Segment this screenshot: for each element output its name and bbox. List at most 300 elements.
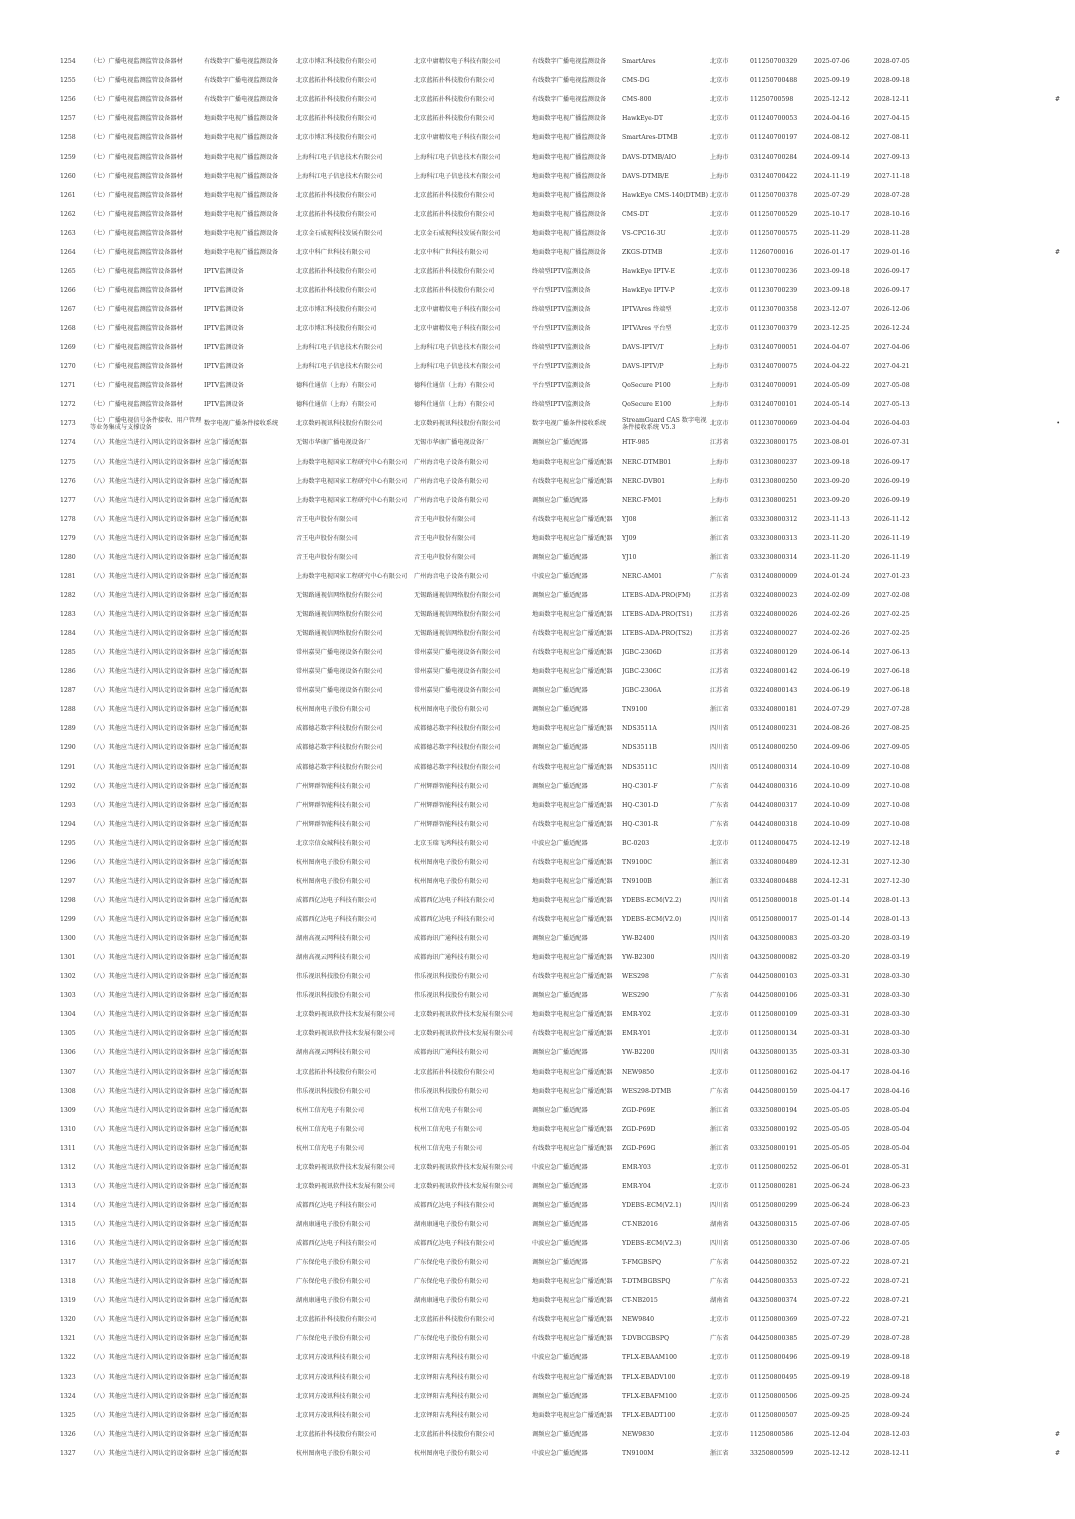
table-row bbox=[58, 949, 1064, 968]
product-type-cell: 调频应急广播适配器 bbox=[532, 1430, 588, 1438]
product-type-cell: 地面数字电视应急广播适配器 bbox=[532, 877, 613, 885]
applicant-cell: 北京蓝拓扑科技股份有限公司 bbox=[296, 115, 377, 123]
category-cell: （八）其他应当进行入网认定的设备器材 bbox=[90, 992, 202, 1000]
category-cell: （七）广播电视监测监管设备器材 bbox=[90, 229, 183, 237]
product-type-cell: 地面数字电视应急广播适配器 bbox=[532, 534, 613, 542]
product-type-cell: 地面数字电视应急广播适配器 bbox=[532, 1125, 613, 1133]
table-row bbox=[58, 1197, 1064, 1216]
expiry-date-cell: 2027-06-18 bbox=[874, 687, 910, 695]
category-cell: （七）广播电视监测监管设备器材 bbox=[90, 134, 183, 142]
applicant-cell: 成都德芯数字科技股份有限公司 bbox=[296, 763, 383, 771]
manufacturer-cell: 北京铎阳吉兆科技有限公司 bbox=[414, 1392, 489, 1400]
product-type-cell: 地面数字电视广播监测设备 bbox=[532, 134, 607, 142]
product-name-cell: 应急广播适配器 bbox=[204, 611, 248, 619]
region-cell: 北京市 bbox=[710, 839, 729, 847]
note-cell bbox=[974, 1178, 1064, 1197]
applicant-cell: 伟乐视讯科技股份有限公司 bbox=[296, 1087, 371, 1095]
model-cell: EMR-Y03 bbox=[622, 1163, 651, 1171]
note-cell bbox=[974, 129, 1064, 148]
category-cell: （八）其他应当进行入网认定的设备器材 bbox=[90, 515, 202, 523]
issue-date-cell: 2024-01-24 bbox=[814, 572, 850, 580]
category-cell: （八）其他应当进行入网认定的设备器材 bbox=[90, 1068, 202, 1076]
expiry-date-cell: 2026-09-19 bbox=[874, 496, 910, 504]
row-number: 1271 bbox=[60, 382, 76, 390]
issue-date-cell: 2025-07-22 bbox=[814, 1297, 850, 1305]
table-row bbox=[58, 1311, 1064, 1330]
product-name-cell: 应急广播适配器 bbox=[204, 1373, 248, 1381]
region-cell: 北京市 bbox=[710, 1011, 729, 1019]
product-name-cell: 应急广播适配器 bbox=[204, 1240, 248, 1248]
manufacturer-cell: 杭州图南电子股份有限公司 bbox=[414, 706, 489, 714]
region-cell: 江苏省 bbox=[710, 611, 729, 619]
table-row bbox=[58, 511, 1064, 530]
note-cell bbox=[974, 1025, 1064, 1044]
certificate-number-cell: 011250800495 bbox=[750, 1373, 798, 1381]
product-type-cell: 终端型IPTV监测设备 bbox=[532, 267, 591, 275]
certificate-number-cell: 011250800496 bbox=[750, 1354, 798, 1362]
issue-date-cell: 2025-05-05 bbox=[814, 1144, 850, 1152]
model-cell: IPTVAres 终端型 bbox=[622, 306, 672, 314]
table-row bbox=[58, 1445, 1064, 1464]
product-name-cell: IPTV监测设备 bbox=[204, 363, 244, 371]
table-row bbox=[58, 1140, 1064, 1159]
applicant-cell: 音王电声股份有限公司 bbox=[296, 553, 358, 561]
certificate-number-cell: 011240800475 bbox=[750, 839, 798, 847]
category-cell: （八）其他应当进行入网认定的设备器材 bbox=[90, 591, 202, 599]
certificate-number-cell: 011230700236 bbox=[750, 267, 798, 275]
model-cell: NERC-AM01 bbox=[622, 572, 663, 580]
product-type-cell: 地面数字电视应急广播适配器 bbox=[532, 611, 613, 619]
certificate-number-cell: 11260700016 bbox=[750, 248, 794, 256]
category-cell: （八）其他应当进行入网认定的设备器材 bbox=[90, 973, 202, 981]
category-cell: （七）广播电视监测监管设备器材 bbox=[90, 77, 183, 85]
product-name-cell: 应急广播适配器 bbox=[204, 458, 248, 466]
product-name-cell: 应急广播适配器 bbox=[204, 1201, 248, 1209]
category-cell: （八）其他应当进行入网认定的设备器材 bbox=[90, 916, 202, 924]
product-type-cell: 地面数字电视应急广播适配器 bbox=[532, 1011, 613, 1019]
product-name-cell: 应急广播适配器 bbox=[204, 439, 248, 447]
manufacturer-cell: 成都西亿达电子科技有限公司 bbox=[414, 1240, 495, 1248]
certificate-number-cell: 011250700529 bbox=[750, 210, 798, 218]
table-row bbox=[58, 625, 1064, 644]
manufacturer-cell: 成都德芯数字科技股份有限公司 bbox=[414, 744, 501, 752]
manufacturer-cell: 北京铎阳吉兆科技有限公司 bbox=[414, 1373, 489, 1381]
expiry-date-cell: 2028-09-18 bbox=[874, 1373, 910, 1381]
applicant-cell: 北京市博汇科技股份有限公司 bbox=[296, 306, 377, 314]
manufacturer-cell: 伟乐视讯科技股份有限公司 bbox=[414, 992, 489, 1000]
issue-date-cell: 2024-02-26 bbox=[814, 611, 850, 619]
note-cell bbox=[974, 1216, 1064, 1235]
category-cell: （八）其他应当进行入网认定的设备器材 bbox=[90, 1049, 202, 1057]
expiry-date-cell: 2026-09-17 bbox=[874, 286, 910, 294]
product-type-cell: 平台型IPTV监测设备 bbox=[532, 382, 591, 390]
model-cell: QoSecure E100 bbox=[622, 401, 672, 409]
region-cell: 广东省 bbox=[710, 820, 729, 828]
category-cell: （八）其他应当进行入网认定的设备器材 bbox=[90, 1335, 202, 1343]
model-cell: NERC-DVB01 bbox=[622, 477, 666, 485]
region-cell: 北京市 bbox=[710, 325, 729, 333]
applicant-cell: 无锡市华康广播电视设备厂 bbox=[296, 439, 371, 447]
model-cell: SmartAres-DTMB bbox=[622, 134, 678, 142]
region-cell: 上海市 bbox=[710, 363, 729, 371]
table-row bbox=[58, 968, 1064, 987]
certificate-number-cell: 011250800134 bbox=[750, 1030, 798, 1038]
expiry-date-cell: 2027-10-08 bbox=[874, 763, 910, 771]
product-name-cell: 应急广播适配器 bbox=[204, 496, 248, 504]
applicant-cell: 北京蓝拓扑科技股份有限公司 bbox=[296, 267, 377, 275]
certificate-number-cell: 031240700422 bbox=[750, 172, 798, 180]
product-name-cell: 地面数字电视广播监测设备 bbox=[204, 134, 279, 142]
row-number: 1320 bbox=[60, 1316, 76, 1324]
manufacturer-cell: 北京铎阳吉兆科技有限公司 bbox=[414, 1354, 489, 1362]
table-row bbox=[58, 1063, 1064, 1082]
issue-date-cell: 2024-07-29 bbox=[814, 706, 850, 714]
product-name-cell: 应急广播适配器 bbox=[204, 1449, 248, 1457]
row-number: 1321 bbox=[60, 1335, 76, 1343]
certificate-number-cell: 033250800192 bbox=[750, 1125, 798, 1133]
manufacturer-cell: 无锡路通视信网络股份有限公司 bbox=[414, 591, 501, 599]
expiry-date-cell: 2028-01-13 bbox=[874, 896, 910, 904]
model-cell: T-FMGBSPQ bbox=[622, 1259, 662, 1267]
table-row bbox=[58, 892, 1064, 911]
certificate-number-cell: 033230800313 bbox=[750, 534, 798, 542]
category-cell: （八）其他应当进行入网认定的设备器材 bbox=[90, 1411, 202, 1419]
model-cell: CMS-DT bbox=[622, 210, 649, 218]
issue-date-cell: 2023-12-25 bbox=[814, 325, 850, 333]
product-name-cell: IPTV监测设备 bbox=[204, 401, 244, 409]
region-cell: 四川省 bbox=[710, 744, 729, 752]
issue-date-cell: 2023-04-04 bbox=[814, 420, 850, 428]
region-cell: 广东省 bbox=[710, 1087, 729, 1095]
product-type-cell: 有线数字电视应急广播适配器 bbox=[532, 649, 613, 657]
issue-date-cell: 2024-08-26 bbox=[814, 725, 850, 733]
applicant-cell: 杭州图南电子股份有限公司 bbox=[296, 858, 371, 866]
certificate-number-cell: 011230700069 bbox=[750, 420, 798, 428]
region-cell: 浙江省 bbox=[710, 1144, 729, 1152]
manufacturer-cell: 成都海讯广通科技有限公司 bbox=[414, 954, 489, 962]
category-cell: （八）其他应当进行入网认定的设备器材 bbox=[90, 820, 202, 828]
model-cell: WES298 bbox=[622, 973, 649, 981]
applicant-cell: 广东保伦电子股份有限公司 bbox=[296, 1278, 371, 1286]
product-type-cell: 有线数字电视应急广播适配器 bbox=[532, 858, 613, 866]
certificate-number-cell: 011250700488 bbox=[750, 77, 798, 85]
manufacturer-cell: 上海科江电子信息技术有限公司 bbox=[414, 344, 501, 352]
note-cell bbox=[974, 1121, 1064, 1140]
region-cell: 江苏省 bbox=[710, 630, 729, 638]
issue-date-cell: 2025-11-29 bbox=[814, 229, 850, 237]
expiry-date-cell: 2028-07-21 bbox=[874, 1316, 910, 1324]
manufacturer-cell: 北京数码视讯软件技术发展有限公司 bbox=[414, 1163, 513, 1171]
product-type-cell: 有线数字电视应急广播适配器 bbox=[532, 916, 613, 924]
table-row bbox=[58, 720, 1064, 739]
row-number: 1259 bbox=[60, 153, 76, 161]
product-type-cell: 地面数字电视广播监测设备 bbox=[532, 191, 607, 199]
product-type-cell: 平台型IPTV监测设备 bbox=[532, 286, 591, 294]
manufacturer-cell: 北京数码视讯软件技术发展有限公司 bbox=[414, 1182, 513, 1190]
model-cell: DAVS-IPTV/P bbox=[622, 363, 664, 371]
manufacturer-cell: 北京蓝拓扑科技股份有限公司 bbox=[414, 1068, 495, 1076]
category-cell: （八）其他应当进行入网认定的设备器材 bbox=[90, 782, 202, 790]
table-row bbox=[58, 206, 1064, 225]
region-cell: 上海市 bbox=[710, 401, 729, 409]
certificate-number-cell: 011230700358 bbox=[750, 306, 798, 314]
product-type-cell: 有线数字电视应急广播适配器 bbox=[532, 1335, 613, 1343]
category-cell: （八）其他应当进行入网认定的设备器材 bbox=[90, 1373, 202, 1381]
certificate-number-cell: 011250800252 bbox=[750, 1163, 798, 1171]
expiry-date-cell: 2028-07-05 bbox=[874, 58, 910, 66]
model-cell: JGBC-2306D bbox=[622, 649, 662, 657]
product-type-cell: 调频应急广播适配器 bbox=[532, 1182, 588, 1190]
category-cell: （八）其他应当进行入网认定的设备器材 bbox=[90, 1125, 202, 1133]
category-cell: （八）其他应当进行入网认定的设备器材 bbox=[90, 725, 202, 733]
manufacturer-cell: 北京中科广世科技有限公司 bbox=[414, 248, 489, 256]
applicant-cell: 上海数字电视国家工程研究中心有限公司 bbox=[296, 458, 408, 466]
table-row bbox=[58, 568, 1064, 587]
category-cell: （八）其他应当进行入网认定的设备器材 bbox=[90, 744, 202, 752]
row-number: 1295 bbox=[60, 839, 76, 847]
product-type-cell: 调频应急广播适配器 bbox=[532, 687, 588, 695]
product-type-cell: 有线数字电视应急广播适配器 bbox=[532, 477, 613, 485]
expiry-date-cell: 2027-05-13 bbox=[874, 401, 910, 409]
category-cell: （七）广播电视监测监管设备器材 bbox=[90, 267, 183, 275]
note-cell bbox=[974, 1140, 1064, 1159]
region-cell: 浙江省 bbox=[710, 515, 729, 523]
note-cell bbox=[974, 358, 1064, 377]
model-cell: TN9100 bbox=[622, 706, 648, 714]
applicant-cell: 无锡路通视信网络股份有限公司 bbox=[296, 591, 383, 599]
certificate-number-cell: 051240800250 bbox=[750, 744, 798, 752]
product-name-cell: 应急广播适配器 bbox=[204, 572, 248, 580]
issue-date-cell: 2025-07-29 bbox=[814, 1335, 850, 1343]
model-cell: DAVS-IPTV/T bbox=[622, 344, 664, 352]
issue-date-cell: 2025-07-29 bbox=[814, 191, 850, 199]
applicant-cell: 杭州工信光电子有限公司 bbox=[296, 1144, 365, 1152]
note-cell bbox=[974, 1006, 1064, 1025]
applicant-cell: 北京蓝拓扑科技股份有限公司 bbox=[296, 1316, 377, 1324]
expiry-date-cell: 2026-09-19 bbox=[874, 477, 910, 485]
region-cell: 浙江省 bbox=[710, 1449, 729, 1457]
row-number: 1291 bbox=[60, 763, 76, 771]
product-name-cell: 应急广播适配器 bbox=[204, 1049, 248, 1057]
product-type-cell: 有线数字电视应急广播适配器 bbox=[532, 1144, 613, 1152]
product-type-cell: 有线数字广播电视监测设备 bbox=[532, 96, 607, 104]
note-cell bbox=[974, 949, 1064, 968]
manufacturer-cell: 北京蓝拓扑科技股份有限公司 bbox=[414, 96, 495, 104]
applicant-cell: 常州嘉昊广播电视设备有限公司 bbox=[296, 687, 383, 695]
region-cell: 上海市 bbox=[710, 458, 729, 466]
applicant-cell: 成都德芯数字科技股份有限公司 bbox=[296, 725, 383, 733]
certificate-number-cell: 051240800314 bbox=[750, 763, 798, 771]
product-name-cell: 地面数字电视广播监测设备 bbox=[204, 191, 279, 199]
issue-date-cell: 2024-06-19 bbox=[814, 687, 850, 695]
product-name-cell: 数字电视广播条件接收系统 bbox=[204, 420, 279, 428]
region-cell: 北京市 bbox=[710, 420, 729, 428]
manufacturer-cell: 广州海音电子设备有限公司 bbox=[414, 572, 489, 580]
product-name-cell: 应急广播适配器 bbox=[204, 782, 248, 790]
note-cell bbox=[974, 1387, 1064, 1406]
category-cell: （八）其他应当进行入网认定的设备器材 bbox=[90, 858, 202, 866]
region-cell: 四川省 bbox=[710, 896, 729, 904]
region-cell: 北京市 bbox=[710, 134, 729, 142]
manufacturer-cell: 成都德芯数字科技股份有限公司 bbox=[414, 763, 501, 771]
applicant-cell: 广州辉群智能科技有限公司 bbox=[296, 782, 371, 790]
note-cell bbox=[974, 968, 1064, 987]
product-type-cell: 调频应急广播适配器 bbox=[532, 1049, 588, 1057]
model-cell: DAVS-DTMB/AIO bbox=[622, 153, 677, 161]
expiry-date-cell: 2028-09-18 bbox=[874, 1354, 910, 1362]
category-cell: （八）其他应当进行入网认定的设备器材 bbox=[90, 458, 202, 466]
model-cell: JGBC-2306C bbox=[622, 668, 662, 676]
region-cell: 上海市 bbox=[710, 382, 729, 390]
category-cell: （七）广播电视监测监管设备器材 bbox=[90, 248, 183, 256]
applicant-cell: 广州辉群智能科技有限公司 bbox=[296, 801, 371, 809]
expiry-date-cell: 2028-03-19 bbox=[874, 954, 910, 962]
model-cell: ZGD-P69D bbox=[622, 1125, 656, 1133]
applicant-cell: 广东保伦电子股份有限公司 bbox=[296, 1259, 371, 1267]
expiry-date-cell: 2026-04-03 bbox=[874, 420, 910, 428]
table-row bbox=[58, 549, 1064, 568]
product-type-cell: 有线数字广播电视监测设备 bbox=[532, 58, 607, 66]
category-cell: （八）其他应当进行入网认定的设备器材 bbox=[90, 1316, 202, 1324]
product-name-cell: 应急广播适配器 bbox=[204, 1430, 248, 1438]
certificate-number-cell: 031230800250 bbox=[750, 477, 798, 485]
note-cell bbox=[974, 472, 1064, 491]
model-cell: YDEBS-ECM(V2.3) bbox=[622, 1240, 682, 1248]
model-cell: YJ08 bbox=[622, 515, 637, 523]
applicant-cell: 北京同方凌讯科技有限公司 bbox=[296, 1373, 371, 1381]
row-number: 1317 bbox=[60, 1259, 76, 1267]
product-name-cell: 应急广播适配器 bbox=[204, 725, 248, 733]
product-type-cell: 地面数字电视应急广播适配器 bbox=[532, 458, 613, 466]
note-cell bbox=[974, 377, 1064, 396]
product-type-cell: 地面数字电视广播监测设备 bbox=[532, 248, 607, 256]
note-cell: # bbox=[1054, 1430, 1060, 1438]
table-row bbox=[58, 758, 1064, 777]
note-cell bbox=[974, 854, 1064, 873]
issue-date-cell: 2025-04-17 bbox=[814, 1087, 850, 1095]
table-row bbox=[58, 1006, 1064, 1025]
model-cell: HawkEye CMS-140(DTMB) bbox=[622, 191, 709, 199]
product-type-cell: 地面数字电视应急广播适配器 bbox=[532, 954, 613, 962]
issue-date-cell: 2025-04-17 bbox=[814, 1068, 850, 1076]
model-cell: TFLX-EBAAM100 bbox=[622, 1354, 677, 1362]
issue-date-cell: 2026-01-17 bbox=[814, 248, 850, 256]
product-name-cell: 地面数字电视广播监测设备 bbox=[204, 115, 279, 123]
table-row bbox=[58, 644, 1064, 663]
applicant-cell: 北京蓝拓扑科技股份有限公司 bbox=[296, 96, 377, 104]
row-number: 1261 bbox=[60, 191, 76, 199]
row-number: 1318 bbox=[60, 1278, 76, 1286]
category-cell: （七）广播电视监测监管设备器材 bbox=[90, 172, 183, 180]
issue-date-cell: 2023-08-01 bbox=[814, 439, 850, 447]
product-name-cell: 应急广播适配器 bbox=[204, 1125, 248, 1133]
model-cell: NDS3511B bbox=[622, 744, 657, 752]
product-type-cell: 地面数字电视广播监测设备 bbox=[532, 210, 607, 218]
manufacturer-cell: 北京数码视讯软件技术发展有限公司 bbox=[414, 1011, 513, 1019]
manufacturer-cell: 成都西亿达电子科技有限公司 bbox=[414, 896, 495, 904]
manufacturer-cell: 广东保伦电子股份有限公司 bbox=[414, 1259, 489, 1267]
expiry-date-cell: 2028-04-16 bbox=[874, 1087, 910, 1095]
issue-date-cell: 2025-12-12 bbox=[814, 1449, 850, 1457]
category-cell: （七）广播电视监测监管设备器材 bbox=[90, 58, 183, 66]
product-name-cell: 应急广播适配器 bbox=[204, 687, 248, 695]
row-number: 1290 bbox=[60, 744, 76, 752]
applicant-cell: 音王电声股份有限公司 bbox=[296, 534, 358, 542]
product-name-cell: 应急广播适配器 bbox=[204, 706, 248, 714]
region-cell: 四川省 bbox=[710, 763, 729, 771]
product-name-cell: IPTV监测设备 bbox=[204, 286, 244, 294]
row-number: 1274 bbox=[60, 439, 76, 447]
manufacturer-cell: 广州辉群智能科技有限公司 bbox=[414, 782, 489, 790]
table-row bbox=[58, 377, 1064, 396]
applicant-cell: 北京金石威视科技发展有限公司 bbox=[296, 229, 383, 237]
table-row bbox=[58, 796, 1064, 815]
manufacturer-cell: 北京蓝拓扑科技股份有限公司 bbox=[414, 286, 495, 294]
expiry-date-cell: 2027-06-13 bbox=[874, 649, 910, 657]
issue-date-cell: 2024-05-14 bbox=[814, 401, 850, 409]
model-cell: StreamGuard CAS 数字电视条件接收系统 V5.3 bbox=[622, 417, 707, 431]
applicant-cell: 北京蓝拓扑科技股份有限公司 bbox=[296, 1430, 377, 1438]
model-cell: T-DTMBGBSPQ bbox=[622, 1278, 671, 1286]
manufacturer-cell: 成都西亿达电子科技有限公司 bbox=[414, 1201, 495, 1209]
certificate-number-cell: 033250800191 bbox=[750, 1144, 798, 1152]
model-cell: YW-B2200 bbox=[622, 1049, 655, 1057]
product-name-cell: 应急广播适配器 bbox=[204, 591, 248, 599]
row-number: 1288 bbox=[60, 706, 76, 714]
certificate-number-cell: 011250700329 bbox=[750, 58, 798, 66]
issue-date-cell: 2025-01-14 bbox=[814, 916, 850, 924]
row-number: 1326 bbox=[60, 1430, 76, 1438]
applicant-cell: 北京市博汇科技股份有限公司 bbox=[296, 134, 377, 142]
product-type-cell: 调频应急广播适配器 bbox=[532, 496, 588, 504]
category-cell: （八）其他应当进行入网认定的设备器材 bbox=[90, 553, 202, 561]
region-cell: 广东省 bbox=[710, 801, 729, 809]
row-number: 1302 bbox=[60, 973, 76, 981]
applicant-cell: 湖南高视云网科技有限公司 bbox=[296, 935, 371, 943]
applicant-cell: 湖南高视云网科技有限公司 bbox=[296, 1049, 371, 1057]
region-cell: 四川省 bbox=[710, 954, 729, 962]
expiry-date-cell: 2027-08-25 bbox=[874, 725, 910, 733]
model-cell: CT-NB2016 bbox=[622, 1221, 658, 1229]
product-name-cell: IPTV监测设备 bbox=[204, 267, 244, 275]
issue-date-cell: 2025-07-06 bbox=[814, 1221, 850, 1229]
region-cell: 上海市 bbox=[710, 153, 729, 161]
category-cell: （八）其他应当进行入网认定的设备器材 bbox=[90, 1240, 202, 1248]
product-type-cell: 平台型IPTV监测设备 bbox=[532, 363, 591, 371]
certificate-number-cell: 011250800281 bbox=[750, 1182, 798, 1190]
note-cell bbox=[974, 1330, 1064, 1349]
table-row bbox=[58, 491, 1064, 510]
row-number: 1279 bbox=[60, 534, 76, 542]
expiry-date-cell: 2027-02-25 bbox=[874, 611, 910, 619]
expiry-date-cell: 2027-12-30 bbox=[874, 877, 910, 885]
expiry-date-cell: 2027-11-18 bbox=[874, 172, 910, 180]
note-cell: # bbox=[1054, 96, 1060, 104]
manufacturer-cell: 广州海音电子设备有限公司 bbox=[414, 496, 489, 504]
product-type-cell: 调频应急广播适配器 bbox=[532, 1201, 588, 1209]
table-row bbox=[58, 606, 1064, 625]
region-cell: 北京市 bbox=[710, 96, 729, 104]
applicant-cell: 广州辉群智能科技有限公司 bbox=[296, 820, 371, 828]
product-name-cell: 应急广播适配器 bbox=[204, 916, 248, 924]
applicant-cell: 成都西亿达电子科技有限公司 bbox=[296, 896, 377, 904]
product-type-cell: 地面数字电视应急广播适配器 bbox=[532, 725, 613, 733]
manufacturer-cell: 音王电声股份有限公司 bbox=[414, 553, 476, 561]
row-number: 1294 bbox=[60, 820, 76, 828]
applicant-cell: 北京蓝拓扑科技股份有限公司 bbox=[296, 286, 377, 294]
table-row bbox=[58, 1292, 1064, 1311]
applicant-cell: 湖南康通电子股份有限公司 bbox=[296, 1221, 371, 1229]
